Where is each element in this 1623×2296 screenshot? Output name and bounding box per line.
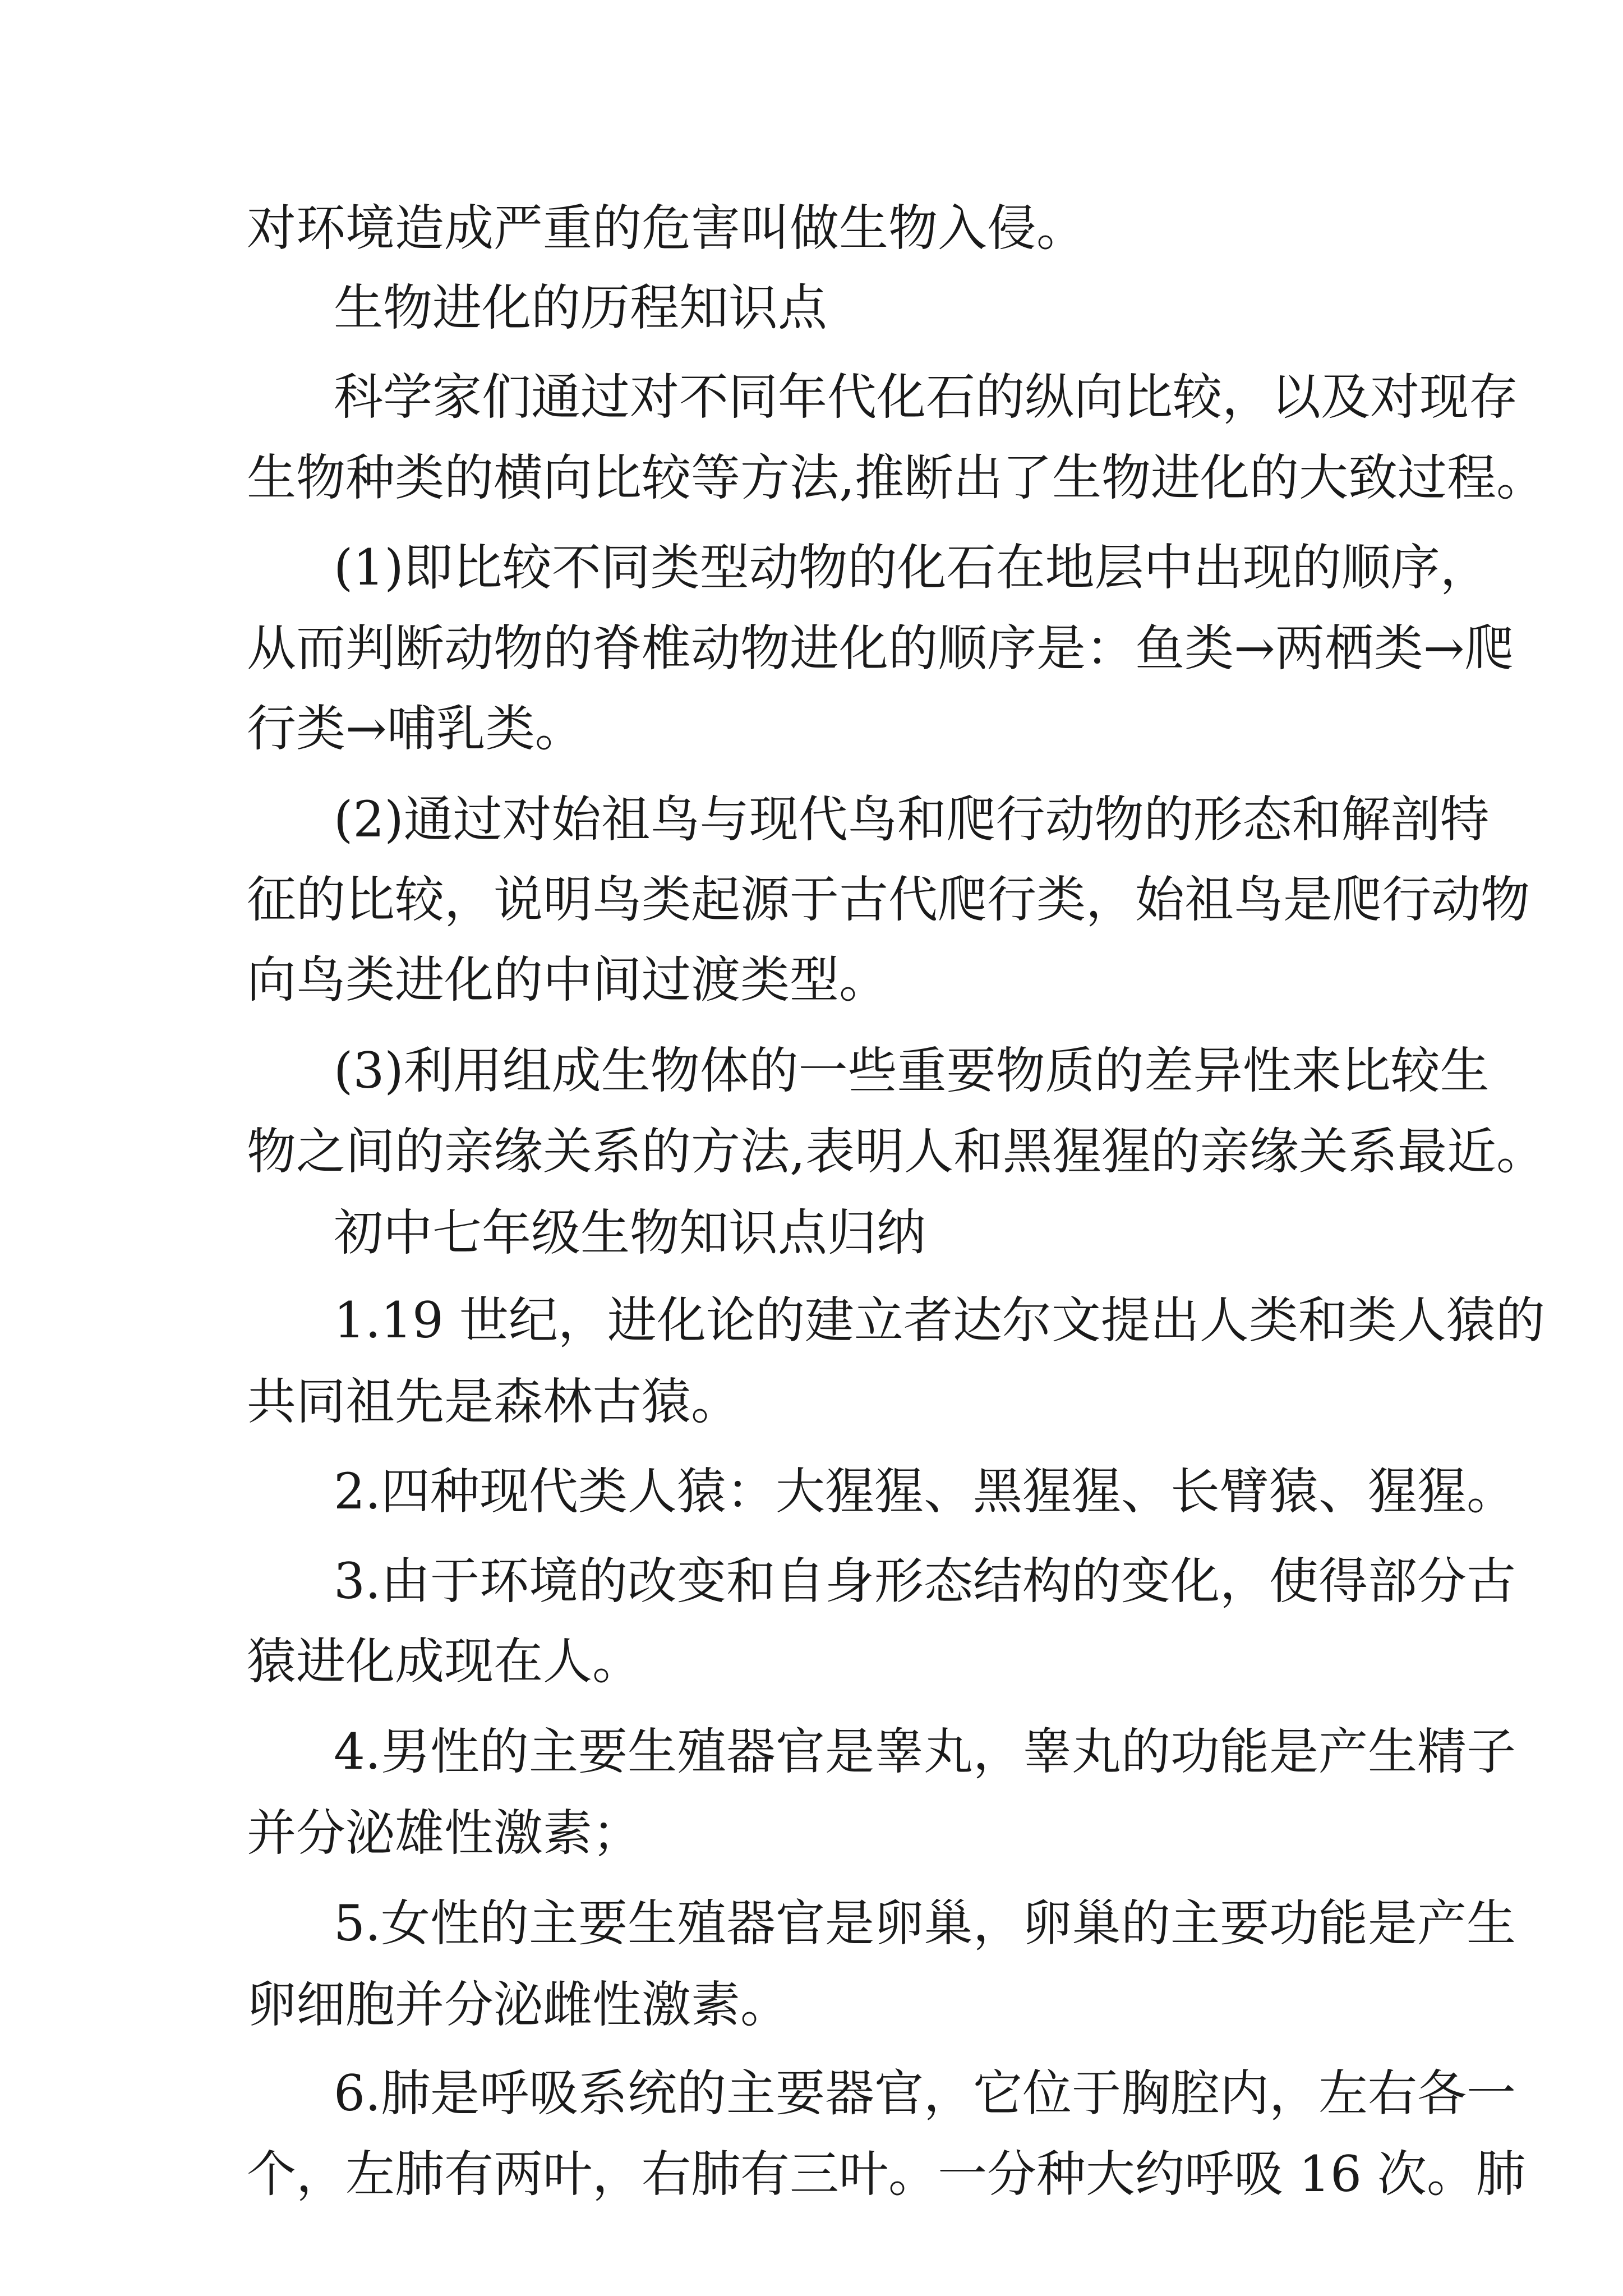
text-line-20: 并分泌雄性激素； [247,1804,642,1862]
text-line-17: 3.由于环境的改变和自身形态结构的变化，使得部分古 [334,1552,1516,1610]
text-line-19: 4.男性的主要生殖器官是睾丸，睾丸的功能是产生精子 [334,1723,1516,1780]
text-line-12: 物之间的亲缘关系的方法,表明人和黑猩猩的亲缘关系最近。 [247,1122,1546,1180]
text-line-16: 2.四种现代类人猿：大猩猩、黑猩猩、长臂猿、猩猩。 [334,1462,1516,1520]
text-line-1: 对环境造成严重的危害叫做生物入侵。 [247,199,1086,257]
text-line-10: 向鸟类进化的中间过渡类型。 [247,951,889,1009]
text-line-7: 行类→哺乳类。 [247,700,584,757]
text-line-9: 征的比较，说明鸟类起源于古代爬行类，始祖鸟是爬行动物 [247,871,1530,928]
section-heading-grade7: 初中七年级生物知识点归纳 [334,1204,926,1262]
text-line-21: 5.女性的主要生殖器官是卵巢，卵巢的主要功能是产生 [334,1894,1516,1952]
text-line-23: 6.肺是呼吸系统的主要器官，它位于胸腔内，左右各一 [334,2064,1516,2122]
text-line-4: 生物种类的横向比较等方法,推断出了生物进化的大致过程。 [247,449,1546,507]
text-line-15: 共同祖先是森林古猿。 [247,1373,741,1430]
text-line-24: 个，左肺有两叶，右肺有三叶。一分种大约呼吸 16 次。肺 [247,2145,1525,2203]
text-line-14: 1.19 世纪，进化论的建立者达尔文提出人类和类人猿的 [334,1291,1545,1349]
text-line-8: (2)通过对始祖鸟与现代鸟和爬行动物的形态和解剖特 [334,790,1490,848]
text-line-18: 猿进化成现在人。 [247,1632,642,1690]
text-line-22: 卵细胞并分泌雌性激素。 [247,1976,790,2033]
text-line-11: (3)利用组成生物体的一些重要物质的差异性来比较生 [334,1042,1490,1099]
section-heading-evolution: 生物进化的历程知识点 [334,279,828,337]
text-line-3: 科学家们通过对不同年代化石的纵向比较，以及对现存 [334,368,1519,426]
text-line-6: 从而判断动物的脊椎动物进化的顺序是：鱼类→两栖类→爬 [247,619,1514,677]
text-line-5: (1)即比较不同类型动物的化石在地层中出现的顺序， [334,539,1490,596]
